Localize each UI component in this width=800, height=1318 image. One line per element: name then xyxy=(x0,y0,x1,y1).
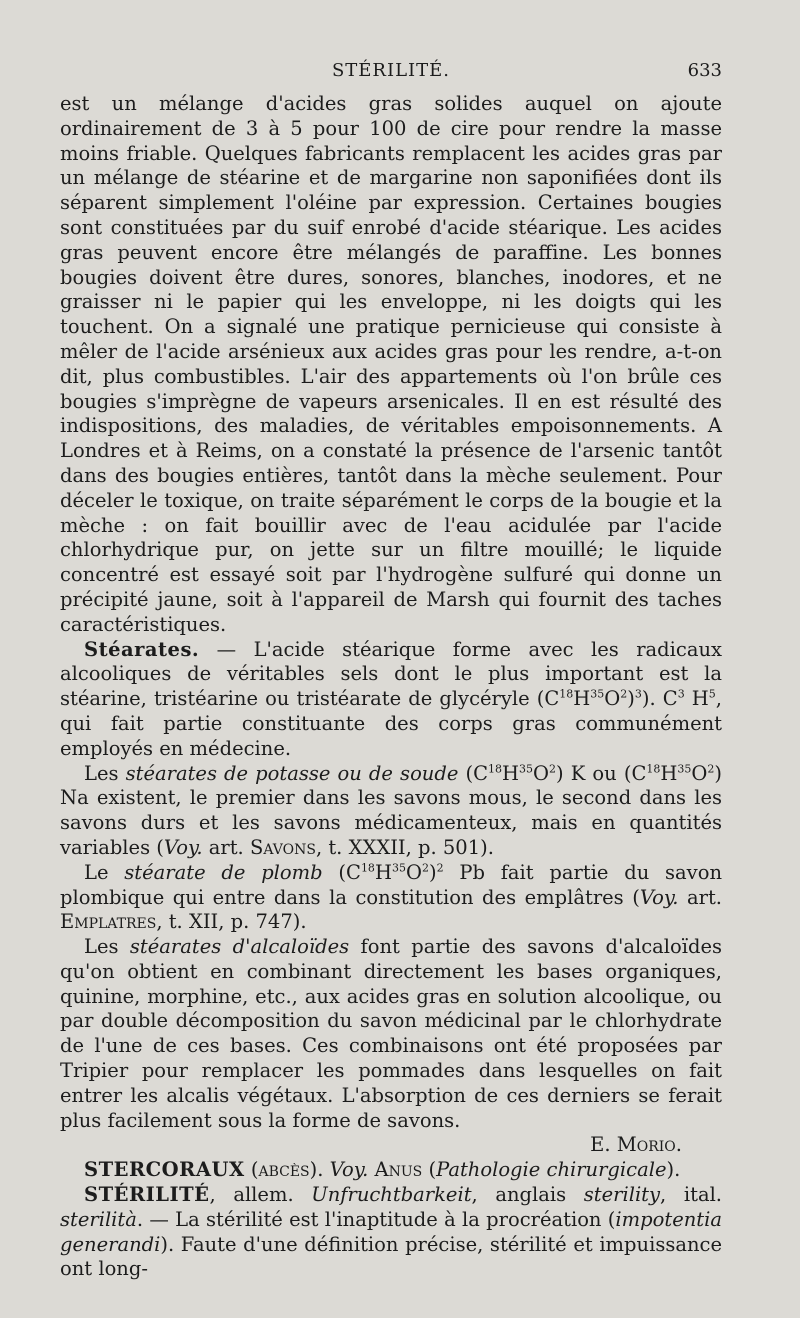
author-signature xyxy=(60,1133,722,1158)
section-heading-stearates: Stéarates. xyxy=(84,637,200,661)
subscript: 2 xyxy=(549,762,557,776)
author-initial: E. xyxy=(590,1133,617,1157)
text: , anglais xyxy=(471,1183,584,1207)
italic-term: impotentia generandi xyxy=(60,1207,722,1256)
text: ) Na existent, le premier dans les savons mous, le second dans les savons durs et les savons médicamenteux, mais en quantités variables ( xyxy=(60,761,722,859)
text: ) K ou (C xyxy=(556,761,647,785)
text: (C xyxy=(458,761,489,785)
text: H xyxy=(684,687,709,711)
subscript: 2 xyxy=(421,861,429,875)
small-caps-ref: Anus xyxy=(374,1158,423,1182)
entry-sterilite xyxy=(60,1183,722,1282)
text: ). C xyxy=(641,687,678,711)
paragraph-alcaloides xyxy=(60,935,722,1133)
entry-heading-sterilite: STÉRILITÉ xyxy=(84,1183,210,1207)
subscript: 18 xyxy=(646,762,661,776)
text: art. xyxy=(202,835,250,859)
italic-term: sterility xyxy=(583,1183,661,1207)
text: ) xyxy=(627,687,635,711)
small-caps-ref: Savons xyxy=(249,835,316,859)
small-caps-term: abcès xyxy=(258,1158,310,1182)
subscript: 3 xyxy=(677,687,685,701)
italic-term: stéarates de potasse ou de soude xyxy=(125,761,459,785)
small-caps-ref: Emplatres xyxy=(60,910,157,934)
italic-ref: Pathologie chirurgicale xyxy=(436,1158,667,1182)
subscript: 5 xyxy=(708,687,716,701)
text: Pb fait partie du savon plombique qui entre dans la constitution des emplâtres ( xyxy=(60,860,722,909)
subscript: 35 xyxy=(590,687,605,701)
superscript: 3 xyxy=(634,687,642,701)
subscript: 2 xyxy=(707,762,715,776)
text: O xyxy=(604,687,621,711)
italic-ref: Voy. xyxy=(639,885,679,909)
text: H xyxy=(573,687,591,711)
italic-term: stéarate de plomb xyxy=(124,860,323,884)
text: Le xyxy=(84,860,125,884)
subscript: 35 xyxy=(677,762,692,776)
running-title: STÉRILITÉ. xyxy=(331,60,451,81)
entry-stercoraux: STERCORAUX (abcès). Voy. Anus (Pathologie chirurgicale). xyxy=(84,1158,681,1182)
text: , ital. xyxy=(660,1183,722,1207)
italic-ref: Voy. xyxy=(329,1158,369,1182)
italic-term: sterilità xyxy=(60,1207,137,1231)
text: , allem. xyxy=(209,1183,312,1207)
paragraph-potasse: Les stéarates de potasse ou de soude $(C^{18}H^{35}O^2)$ K ou $(C^{18}H^{35}O^2)$ Na existent, le premier dans les savons mous, le second dans les savons durs et les savons médicamenteux, mais en quantités variables (Voy. art. Savons, t. XXXII, p. 501). xyxy=(60,761,722,859)
author-name: Morio. xyxy=(616,1133,682,1157)
italic-term: Unfruchtbarkeit xyxy=(311,1183,472,1207)
subscript: 35 xyxy=(391,861,406,875)
text: font partie des savons d'alcaloïdes qu'on obtient en combinant directement les bases organiques, quinine, morphine, etc., aux acides gras en solution alcoolique, ou par double décomposition du savon médicinal par le chlorhydrate de l'une de ces bases. Ces combinaisons ont été proposées par Tripier pour remplacer les pommades dans lesquelles on fait entrer les alcalis végétaux. L'absorption de ces derniers se ferait plus facilement sous la forme de savons. xyxy=(60,935,722,1132)
paragraph-stearates xyxy=(60,638,722,762)
text: , t. XII, p. 747). xyxy=(156,910,307,934)
paragraph-bougies: est un mélange d'acides gras solides auquel on ajoute ordinairement de 3 à 5 pour 100 de cire pour rendre la masse moins friable. Quelques fabricants remplacent les acides gras par un mélange de stéarine et de margarine non saponifiées dont ils séparent simplement l'oléine par expression. Certaines bougies sont constituées par du suif enrobé d'acide stéarique. Les acides gras peuvent encore être mélangés de paraffine. Les bonnes bougies doivent être dures, sonores, blanches, inodores, et ne graisser ni le papier qui les enveloppe, ni les doigts qui les touchent. On a signalé une pratique pernicieuse qui consiste à mêler de l'acide arsénieux aux acides gras pour les rendre, a-t-on dit, plus combustibles. L'air des appartements où l'on brûle ces bougies s'imprègne de vapeurs arsenicales. Il en est résulté des indispositions, des maladies, de véritables empoisonnements. A Londres et à Reims, on a constaté la présence de l'arsenic tantôt dans des bougies entières, tantôt dans la mèche seulement. Pour déceler le toxique, on traite séparément le corps de la bougie et la mèche : on fait bouillir avec de l'eau acidulée par l'acide chlorhydrique pur, on jette sur un filtre mouillé; le liquide concentré est essayé soit par l'hydrogène sulfuré qui donne un précipité jaune, soit à l'appareil de Marsh qui fournit des taches caractéristiques. xyxy=(60,92,722,636)
text: — L'acide stéarique forme avec les radicaux alcooliques de véritables sels dont le plus important est la stéarine, tristéarine ou tristéarate de glycéryle (C xyxy=(60,637,722,711)
text: (C xyxy=(322,860,361,884)
text: , t. XXXII, p. 501). xyxy=(315,835,494,859)
article-body xyxy=(60,92,722,1282)
subscript: 18 xyxy=(360,861,375,875)
subscript: 35 xyxy=(519,762,534,776)
paragraph-plomb: Le stéarate de plomb $(C^{18}H^{35}O^2)^2$ Pb fait partie du savon plombique qui entre dans la constitution des emplâtres (Voy. art. Emplatres, t. XII, p. 747). xyxy=(60,860,723,934)
running-header xyxy=(60,58,722,88)
subscript: 18 xyxy=(559,687,574,701)
text: ). Faute d'une définition précise, stérilité et impuissance ont long- xyxy=(60,1232,722,1281)
subscript: 18 xyxy=(488,762,503,776)
italic-ref: Voy. xyxy=(163,835,203,859)
text: , qui fait partie constituante des corps gras communément employés en médecine. xyxy=(60,687,722,760)
text: Les xyxy=(84,935,130,959)
superscript: 2 xyxy=(436,861,444,875)
text: art. xyxy=(678,885,723,909)
italic-term: stéarates d'alcaloïdes xyxy=(129,935,350,959)
text: Les xyxy=(84,761,126,785)
subscript: 2 xyxy=(620,687,628,701)
text: . — La stérilité est l'inaptitude à la procréation ( xyxy=(136,1207,616,1231)
page-number: 633 xyxy=(687,60,722,81)
entry-heading-stercoraux: STERCORAUX xyxy=(84,1158,245,1182)
